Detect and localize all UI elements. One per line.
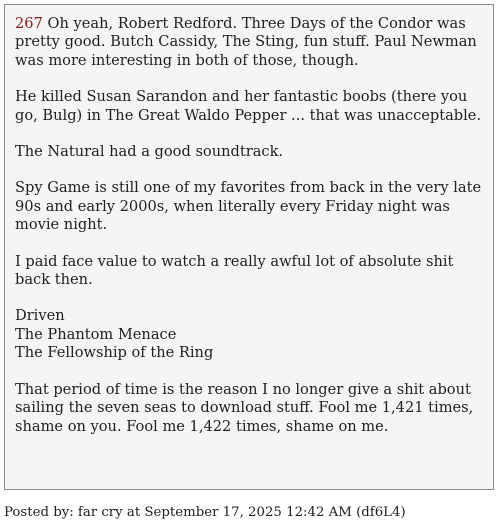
comment-paragraph-2: He killed Susan Sarandon and her fantastic boobs (there you go, Bulg) in The Great Waldo Pepper ... that was unacceptable. <box>15 88 482 124</box>
comment-paragraph-closing: That period of time is the reason I no longer give a shit about sailing the seven seas to download stuff. Fool me 1,421 times, shame on you. Fool me 1,422 times, shame on me. <box>15 380 474 435</box>
comment-paragraph-1 <box>15 15 483 70</box>
comment-number-link[interactable]: 267 <box>15 15 43 32</box>
comment-paragraph-3: The Natural had a good soundtrack. <box>15 143 284 161</box>
movie-list-item: The Fellowship of the Ring <box>15 344 214 362</box>
movie-list-item: Driven <box>15 307 65 325</box>
movie-list-item: The Phantom Menace <box>15 325 177 343</box>
comment-paragraph-4: Spy Game is still one of my favorites from back in the very late 90s and early 2000s, when literally every Friday night was movie night. <box>15 179 482 234</box>
movie-list <box>15 307 483 362</box>
comment-box <box>4 4 494 490</box>
comment-text-1: Oh yeah, Robert Redford. Three Days of the Condor was pretty good. Butch Cassidy, The Sting, fun stuff. Paul Newman was more interesting in both of those, though. <box>15 15 477 69</box>
comment-body <box>15 15 483 436</box>
comment-footer: Posted by: far cry at September 17, 2025 12:42 AM (df6L4) <box>4 505 406 520</box>
comment-paragraph-5: I paid face value to watch a really awful lot of absolute shit back then. <box>15 252 454 289</box>
